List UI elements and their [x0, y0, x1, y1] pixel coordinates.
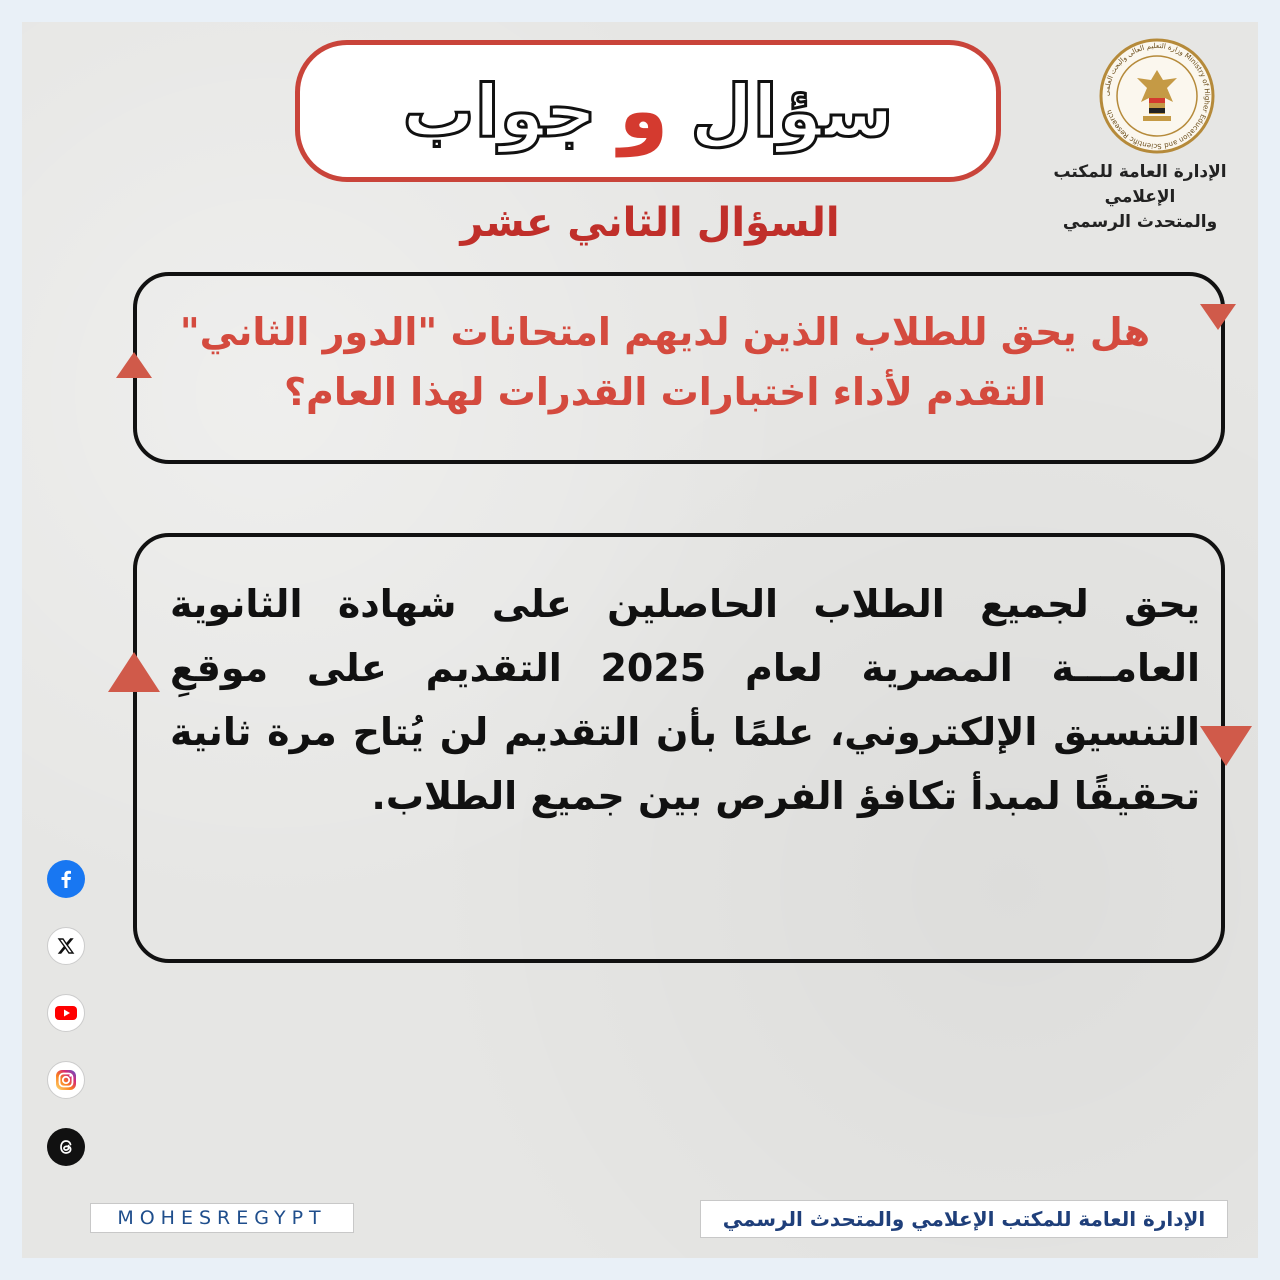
org-name-line1: الإدارة العامة للمكتب الإعلامي [1053, 162, 1227, 207]
title-box [295, 40, 1001, 182]
question-line1: هل يحق للطلاب الذين لديهم امتحانات "الدور الثاني" [179, 310, 1151, 354]
ministry-logo-icon [1097, 36, 1217, 156]
answer-text: يحق لجميع الطلاب الحاصلين على شهادة الثانوية العامـــة المصرية لعام 2025 التقديم على موقعِ التنسيق الإلكتروني، علمًا بأن التقديم لن يُتاح مرة ثانية تحقيقًا لمبدأ تكافؤ الفرص بين جميع الطلاب. [170, 582, 1200, 818]
triangle-down-icon [1200, 726, 1252, 766]
facebook-icon[interactable] [47, 860, 85, 898]
social-handle: MOHESREGYPT [90, 1203, 354, 1233]
question-number-title: السؤال الثاني عشر [460, 200, 840, 246]
threads-icon[interactable] [47, 1128, 85, 1166]
triangle-up-icon [108, 652, 160, 692]
triangle-up-icon [116, 352, 152, 378]
youtube-icon[interactable] [47, 994, 85, 1032]
instagram-icon[interactable] [47, 1061, 85, 1099]
triangle-down-icon [1200, 304, 1236, 330]
title-word-question: سؤال [690, 69, 894, 153]
title-word-and: و [618, 64, 669, 157]
footer-org-name: الإدارة العامة للمكتب الإعلامي والمتحدث الرسمي [700, 1200, 1228, 1238]
org-name [1020, 160, 1260, 235]
logo-ring-text: وزارة التعليم العالى والبحث العلمى Ministry of Higher Education and Scientific Research [1102, 41, 1212, 151]
title-word-answer: جواب [402, 69, 597, 153]
org-name-line2: والمتحدث الرسمي [1062, 212, 1218, 232]
question-line2: التقدم لأداء اختبارات القدرات لهذا العام؟ [283, 370, 1047, 414]
x-icon[interactable] [47, 927, 85, 965]
question-text [170, 302, 1160, 422]
